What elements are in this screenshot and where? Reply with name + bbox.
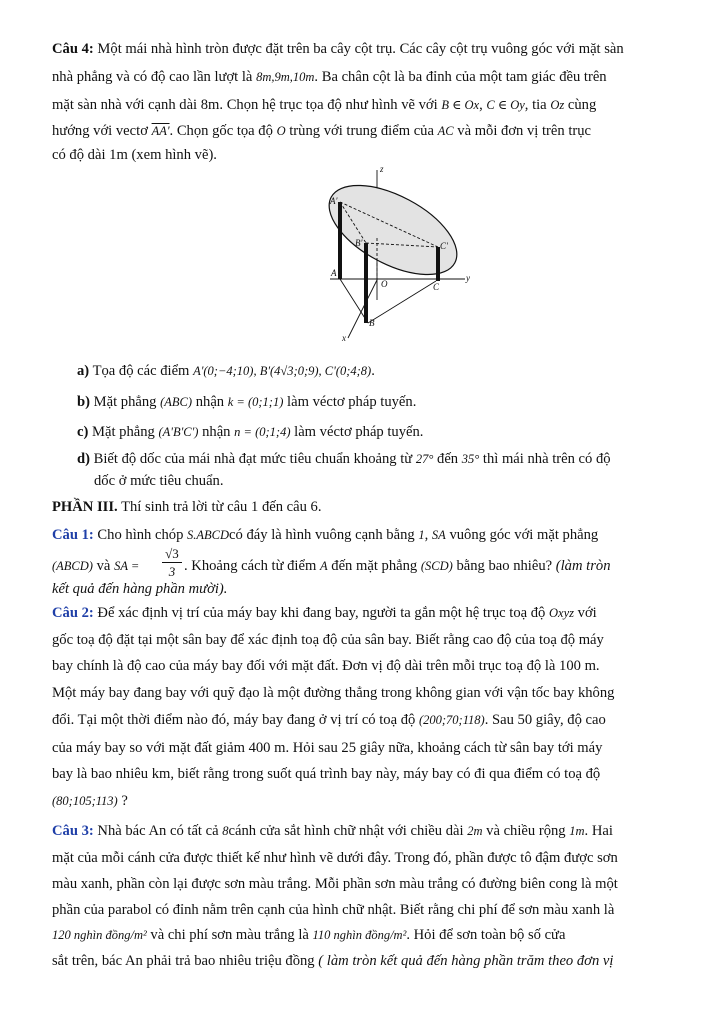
q1-line-3: kết quả đến hàng phần mười). xyxy=(52,581,228,597)
q3-line-2: mặt của mỗi cánh cửa được thiết kế như hình vẽ dưới đây. Trong đó, phần được tô đậm được sơn xyxy=(52,850,618,866)
q2-line-3: bay chính là độ cao của máy bay đối với mặt đất. Đơn vị độ dài trên mỗi trục toạ độ là 100 m. xyxy=(52,658,600,674)
q4-line-3: mặt sàn nhà với cạnh dài 8m. Chọn hệ trục tọa độ như hình vẽ với B ∈ Ox, C ∈ Oy, tia Oz cùng xyxy=(52,97,597,113)
q4-b: b) Mặt phẳng (ABC) nhận k = (0;1;1) làm véctơ pháp tuyến. xyxy=(77,394,417,410)
q3-line-4: phần của parabol có đỉnh nằm trên cạnh của hình chữ nhật. Biết rằng chi phí để sơn màu xanh là xyxy=(52,902,615,918)
label-b: B xyxy=(369,318,375,328)
q2-line-8: (80;105;113) ? xyxy=(52,793,128,809)
q2-line-2: gốc toạ độ đặt tại một sân bay để xác định toạ độ của sân bay. Biết rằng cao độ của toạ độ máy xyxy=(52,632,604,648)
q1-fraction: √3 3 xyxy=(162,545,182,580)
q4-d-line-1: d) Biết độ dốc của mái nhà đạt mức tiêu chuẩn khoảng từ 27° đến 35° thì mái nhà trên có độ xyxy=(77,451,611,467)
q4-line-4: hướng với vectơ AA'. Chọn gốc tọa độ O trùng với trung điểm của AC và mỗi đơn vị trên trục xyxy=(52,123,592,139)
edge-bc xyxy=(368,281,436,323)
q2-line-5: đổi. Tại một thời điểm nào đó, máy bay đang ở vị trí có toạ độ (200;70;118). Sau 50 giây, độ cao xyxy=(52,712,606,728)
label-z: z xyxy=(380,164,384,174)
label-o: O xyxy=(381,279,388,289)
q2-line-1: Câu 2: Để xác định vị trí của máy bay khi đang bay, người ta gắn một hệ trục toạ độ Oxyz với xyxy=(52,605,597,621)
q4-line-5: có độ dài 1m (xem hình vẽ). xyxy=(52,147,217,163)
q2-line-4: Một máy bay đang bay với quỹ đạo là một đường thẳng trong không gian với vận tốc bay không xyxy=(52,685,615,701)
q3-line-3: màu xanh, phần còn lại được sơn màu trắng. Mỗi phần sơn màu trắng có đường biên cong là một xyxy=(52,876,618,892)
q4-a: a) Tọa độ các điểm A'(0;−4;10), B'(4√3;0;9), C'(0;4;8). xyxy=(77,363,375,379)
q3-line-1: Câu 3: Nhà bác An có tất cả 8cánh cửa sắt hình chữ nhật với chiều dài 2m và chiều rộng 1m. Hai xyxy=(52,823,613,839)
q1-line-2: (ABCD) và SA = √3 3 . Khoảng cách từ điểm A đến mặt phẳng (SCD) bằng bao nhiêu? (làm tròn xyxy=(52,546,611,579)
label-c: C xyxy=(433,282,440,292)
q2-line-6: của máy bay so với mặt đất giảm 400 m. Hỏi sau 25 giây nữa, khoảng cách từ sân bay tới máy xyxy=(52,740,603,756)
q4-line-1: Câu 4: Một mái nhà hình tròn được đặt trên ba cây cột trụ. Các cây cột trụ vuông góc với mặt sàn xyxy=(52,41,624,57)
edge-ab xyxy=(340,279,368,323)
label-b-prime: B' xyxy=(355,238,363,248)
x-axis xyxy=(348,280,377,338)
label-y: y xyxy=(466,273,470,283)
q3-line-6: sắt trên, bác An phải trả bao nhiêu triệu đồng ( làm tròn kết quả đến hàng phần trăm theo đơn vị xyxy=(52,953,614,969)
part3-heading: PHẦN III. Thí sinh trả lời từ câu 1 đến câu 6. xyxy=(52,499,322,515)
q4-c: c) Mặt phẳng (A'B'C') nhận n = (0;1;4) làm véctơ pháp tuyến. xyxy=(77,424,424,440)
q4-line-2: nhà phẳng và có độ cao lần lượt là 8m,9m,10m. Ba chân cột là ba đỉnh của một tam giác đều trên xyxy=(52,69,607,85)
q4-d-line-2: dốc ở mức tiêu chuẩn. xyxy=(94,473,224,489)
roof-figure xyxy=(300,160,500,350)
q2-line-7: bay là bao nhiêu km, biết rằng trong suốt quá trình bay này, máy bay có đi qua điểm có toạ độ xyxy=(52,766,601,782)
label-a-prime: A' xyxy=(330,196,338,206)
label-a: A xyxy=(331,268,337,278)
label-c-prime: C' xyxy=(440,241,448,251)
q3-line-5: 120 nghìn đồng/m² và chi phí sơn màu trắng là 110 nghìn đồng/m². Hỏi để sơn toàn bộ số cửa xyxy=(52,927,566,943)
label-x: x xyxy=(342,333,346,343)
q1-line-1: Câu 1: Cho hình chóp S.ABCDcó đáy là hình vuông cạnh bằng 1, SA vuông góc với mặt phẳng xyxy=(52,527,599,543)
